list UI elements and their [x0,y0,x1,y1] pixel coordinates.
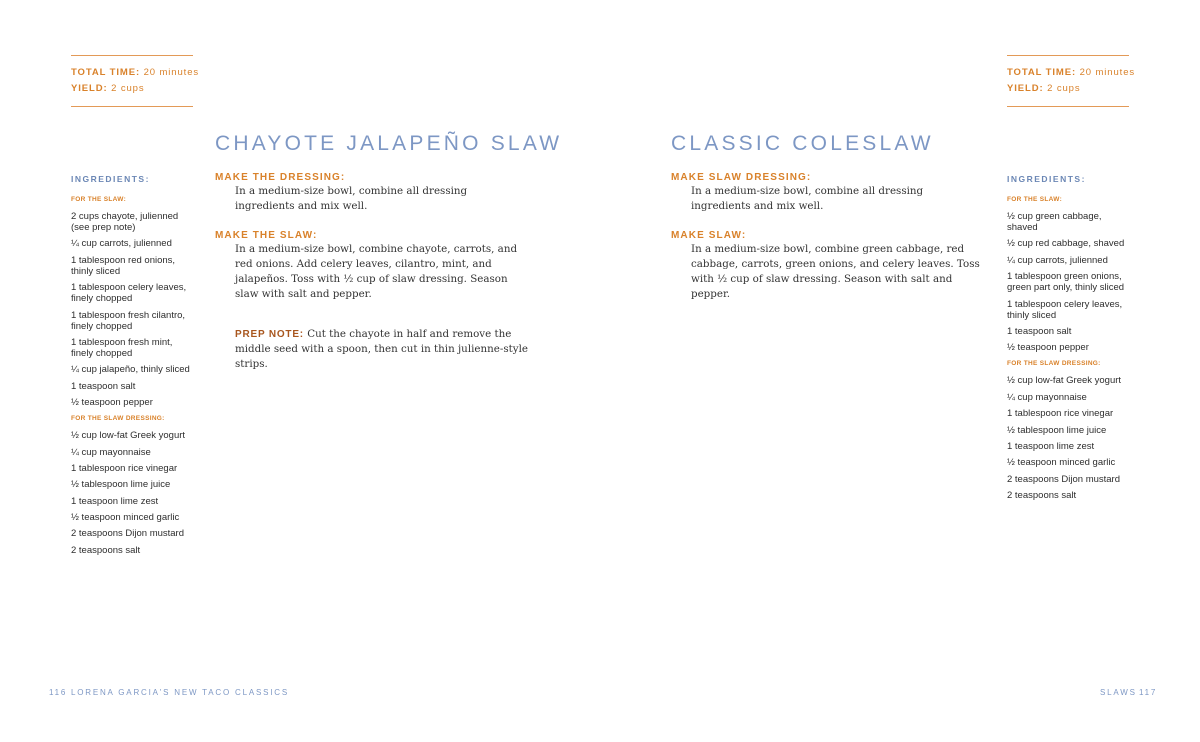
right-top-rule [1007,55,1129,56]
left-top-rule [71,55,193,56]
ingredient-item: ½ cup low-fat Greek yogurt [1007,375,1122,387]
ingredient-item: ½ cup red cabbage, shaved [1007,238,1125,250]
ingredient-item: 2 teaspoons salt [1007,490,1077,502]
left-recipe-title: CHAYOTE JALAPEÑO SLAW [215,132,563,155]
ingredient-item: ½ tablespoon lime juice [1007,424,1107,436]
ingredient-item: 1 tablespoon red onions, thinly sliced [71,254,176,277]
right-recipe-title: CLASSIC COLESLAW [671,132,934,155]
ingredient-item: ¼ cup mayonnaise [71,446,151,458]
instruction-step [215,229,529,303]
ingredient-item: 2 teaspoons salt [71,544,141,556]
ingredient-item: 1 tablespoon rice vinegar [1007,408,1114,420]
ingredient-item: ½ teaspoon minced garlic [71,512,180,524]
step-heading: MAKE SLAW DRESSING: [671,172,812,183]
ingredient-item: ¼ cup mayonnaise [1007,391,1087,403]
instruction-step [671,171,985,215]
ingredient-item: ½ cup low-fat Greek yogurt [71,430,186,442]
ingredient-item: 1 teaspoon salt [71,380,136,392]
step-heading: MAKE SLAW: [671,229,747,241]
right-ingredients [1007,174,1132,508]
right-dressing-list [1007,375,1132,501]
right-dressing-subheading: FOR THE SLAW DRESSING: [1007,360,1101,368]
left-page-number: 116 [49,688,68,697]
prep-note-text: Cut the chayote in half and remove the middle seed with a spoon, then cut in thin julienne-style strips. [235,327,528,371]
ingredient-item: ¼ cup jalapeño, thinly sliced [71,364,190,376]
left-bottom-rule [71,106,193,107]
prep-note [215,327,529,373]
instruction-step [215,171,529,215]
step-heading: MAKE THE SLAW: [215,229,318,241]
ingredient-item: 2 teaspoons Dijon mustard [71,528,185,540]
ingredient-item: ½ teaspoon pepper [71,397,153,409]
right-instructions [671,171,985,317]
ingredient-item: 1 tablespoon fresh cilantro, finely chopped [71,309,186,332]
step-text: In a medium-size bowl, combine all dressing ingredients and mix well. [235,185,468,213]
ingredient-item: 1 tablespoon fresh mint, finely chopped [71,336,173,359]
right-slaw-list [1007,211,1132,353]
step-text: In a medium-size bowl, combine chayote, carrots, and red onions. Add celery leaves, cilantro, mint, and jalapeños. Toss with ½ cup of slaw dressing. Season slaw with salt and pepper. [235,242,518,301]
ingredient-item: 1 teaspoon salt [1007,325,1072,337]
right-yield: YIELD: 2 cups [1007,83,1081,94]
ingredient-item: 2 cups chayote, julienned (see prep note) [71,211,179,233]
ingredient-item: 1 teaspoon lime zest [71,495,159,507]
prep-note-label: PREP NOTE: [235,328,304,340]
right-slaw-subheading: FOR THE SLAW: [1007,196,1063,203]
right-ingredients-heading: INGREDIENTS: [1007,174,1086,184]
ingredient-item: ½ teaspoon pepper [1007,342,1089,354]
right-recipe-meta [1007,65,1135,97]
left-slaw-list [71,211,196,408]
ingredient-item: ½ cup green cabbage, shaved [1007,211,1102,233]
ingredient-item: ¼ cup carrots, julienned [71,238,172,250]
right-page-number: 117 [1139,688,1158,697]
ingredient-item: 1 tablespoon green onions, green part only, thinly sliced [1007,271,1125,294]
left-dressing-list [71,430,196,556]
left-recipe-meta [71,65,199,97]
ingredient-item: 1 tablespoon celery leaves, thinly sliced [1007,298,1123,321]
ingredient-item: ¼ cup carrots, julienned [1007,254,1108,266]
instruction-step [671,229,985,303]
step-text: In a medium-size bowl, combine green cabbage, red cabbage, carrots, green onions, and celery leaves. Toss with ½ cup of slaw dressing. Season with salt and pepper. [691,242,980,301]
left-slaw-subheading: FOR THE SLAW: [71,196,127,203]
left-ingredients [71,174,196,563]
right-total-time: TOTAL TIME: 20 minutes [1007,67,1136,78]
ingredient-item: 2 teaspoons Dijon mustard [1007,473,1121,485]
left-total-time: TOTAL TIME: 20 minutes [71,67,200,78]
left-running-head: LORENA GARCIA'S NEW TACO CLASSICS [71,688,290,697]
ingredient-item: 1 tablespoon celery leaves, finely chopped [71,282,187,305]
ingredient-item: ½ teaspoon minced garlic [1007,457,1116,469]
left-instructions [215,171,529,373]
step-heading: MAKE THE DRESSING: [215,172,346,183]
left-ingredients-heading: INGREDIENTS: [71,174,150,184]
left-yield: YIELD: 2 cups [71,83,145,94]
left-dressing-subheading: FOR THE SLAW DRESSING: [71,415,165,423]
step-text: In a medium-size bowl, combine all dressing ingredients and mix well. [691,185,924,213]
ingredient-item: 1 tablespoon rice vinegar [71,462,178,474]
ingredient-item: ½ tablespoon lime juice [71,479,171,491]
right-running-head: SLAWS [1100,688,1137,697]
ingredient-item: 1 teaspoon lime zest [1007,440,1095,452]
right-bottom-rule [1007,106,1129,107]
